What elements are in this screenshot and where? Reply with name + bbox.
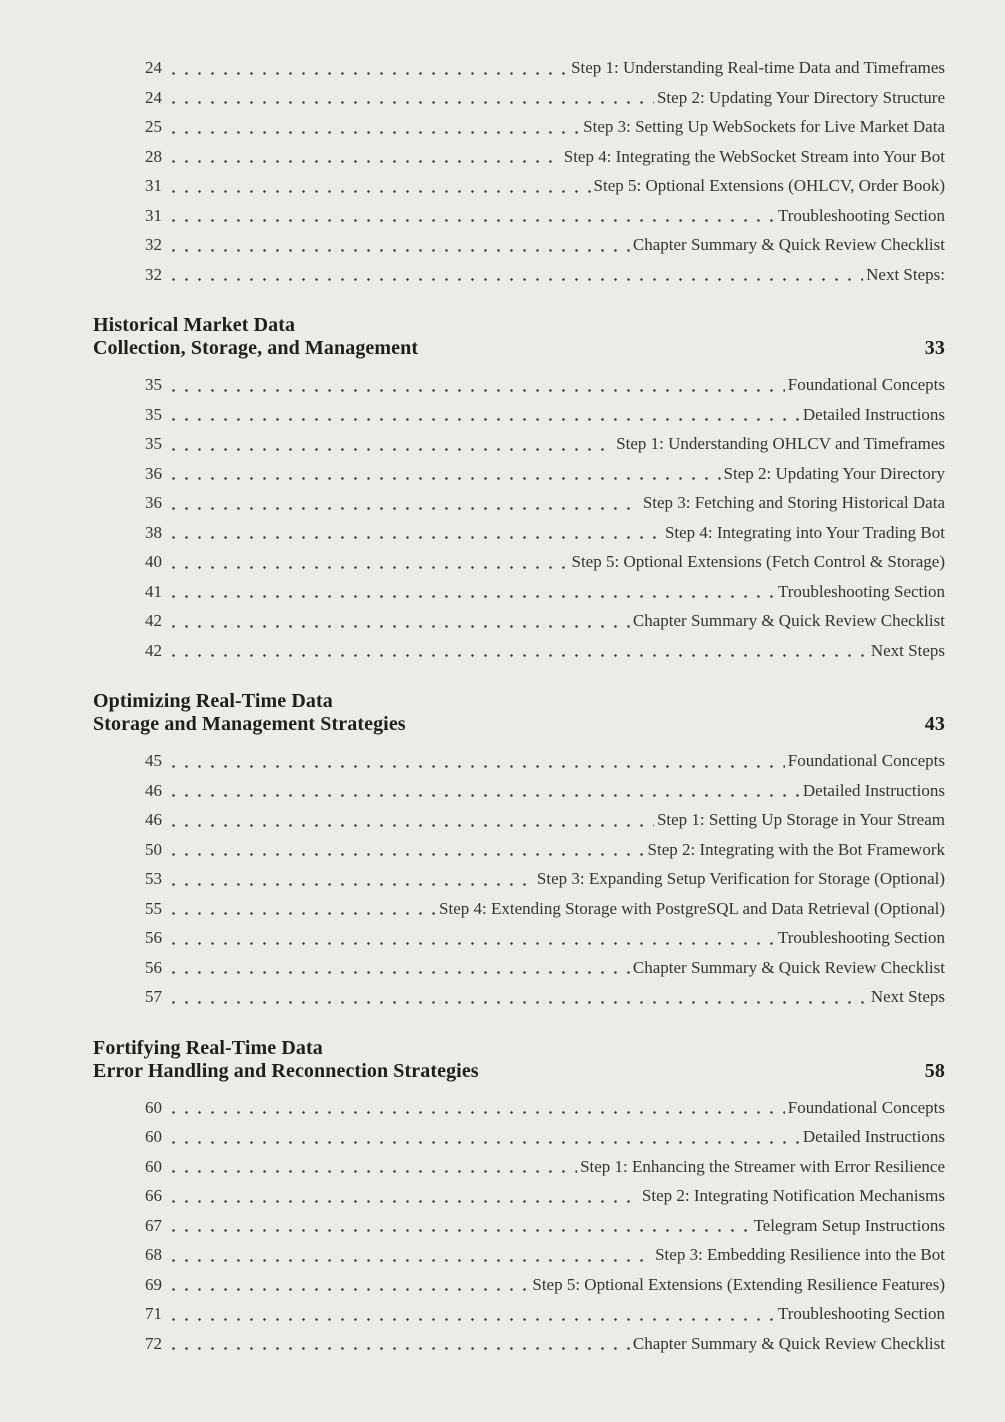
entry-page-number: 69	[145, 1274, 162, 1294]
section-heading-page: 33	[924, 337, 945, 359]
entry-title: Next Steps	[870, 987, 945, 1006]
toc-entry[interactable]	[145, 982, 945, 1012]
toc-entry[interactable]	[145, 370, 945, 400]
entry-page-number: 57	[145, 987, 162, 1006]
entry-title: Step 2: Integrating Notification Mechanisms	[641, 1186, 945, 1205]
dot-leader	[165, 746, 785, 776]
section-heading-title: Storage and Management Strategies	[93, 713, 406, 735]
entry-page-number: 66	[145, 1186, 162, 1205]
entry-title: Chapter Summary & Quick Review Checklist	[632, 957, 945, 977]
entry-page-number: 60	[145, 1127, 162, 1146]
entry-page-number: 25	[145, 117, 162, 136]
toc-entry[interactable]	[145, 429, 945, 459]
toc-entry[interactable]	[145, 953, 945, 983]
entry-page-number: 60	[145, 1097, 162, 1117]
entry-list	[93, 746, 945, 1012]
entry-title: Step 2: Updating Your Directory Structure	[656, 87, 945, 107]
dot-leader	[165, 1122, 800, 1152]
dot-leader	[165, 201, 775, 231]
entry-page-number: 42	[145, 640, 162, 660]
entry-page-number: 36	[145, 463, 162, 483]
dot-leader	[165, 518, 662, 548]
dot-leader	[165, 547, 569, 577]
entry-page-number: 45	[145, 751, 162, 770]
entry-page-number: 53	[145, 869, 162, 888]
toc-section	[93, 314, 945, 665]
toc-entry[interactable]	[145, 1211, 945, 1241]
entry-page-number: 36	[145, 493, 162, 512]
entry-title: Step 5: Optional Extensions (Extending Resilience Features)	[532, 1274, 945, 1294]
entry-title: Step 2: Updating Your Directory	[723, 463, 945, 483]
section-heading-line1: Historical Market Data	[93, 314, 296, 336]
entry-title: Chapter Summary & Quick Review Checklist	[632, 1333, 945, 1353]
dot-leader	[165, 1240, 652, 1270]
entry-title: Next Steps	[870, 640, 945, 660]
toc-entry[interactable]	[145, 171, 945, 201]
dot-leader	[165, 1152, 577, 1182]
entry-page-number: 68	[145, 1245, 162, 1264]
entry-page-number: 56	[145, 928, 162, 947]
toc-entry[interactable]	[145, 260, 945, 290]
entry-title: Step 1: Understanding Real-time Data and Timeframes	[571, 58, 945, 77]
entry-title: Step 3: Fetching and Storing Historical Data	[642, 493, 945, 512]
dot-leader	[165, 459, 721, 489]
toc-entry[interactable]	[145, 459, 945, 489]
entry-page-number: 50	[145, 839, 162, 859]
entry-page-number: 24	[145, 87, 162, 107]
entry-page-number: 60	[145, 1156, 162, 1176]
section-heading-page: 58	[924, 1059, 945, 1082]
entry-title: Foundational Concepts	[787, 375, 945, 394]
entry-page-number: 72	[145, 1333, 162, 1353]
toc-section	[93, 1037, 945, 1359]
dot-leader	[165, 982, 868, 1012]
toc-entry[interactable]	[145, 1122, 945, 1152]
section-heading-line1: Fortifying Real-Time Data	[93, 1036, 323, 1059]
entry-page-number: 31	[145, 205, 162, 225]
entry-list	[93, 370, 945, 665]
entry-page-number: 28	[145, 146, 162, 166]
entry-page-number: 42	[145, 611, 162, 630]
entry-title: Troubleshooting Section	[777, 581, 945, 601]
entry-title: Foundational Concepts	[787, 1097, 945, 1117]
toc-entry[interactable]	[145, 201, 945, 231]
entry-title: Detailed Instructions	[802, 780, 945, 800]
toc-entry[interactable]	[145, 805, 945, 835]
toc-entry[interactable]	[145, 547, 945, 577]
entry-page-number: 35	[145, 404, 162, 424]
entry-page-number: 38	[145, 522, 162, 542]
entry-title: Step 1: Understanding OHLCV and Timeframes	[616, 434, 945, 453]
entry-page-number: 71	[145, 1304, 162, 1323]
entry-list	[93, 53, 945, 289]
entry-title: Next Steps:	[866, 264, 945, 284]
entry-page-number: 56	[145, 957, 162, 977]
toc-section	[93, 690, 945, 1012]
entry-page-number: 46	[145, 780, 162, 800]
entry-page-number: 40	[145, 552, 162, 571]
toc-entry[interactable]	[145, 1152, 945, 1182]
entry-page-number: 41	[145, 581, 162, 601]
entry-page-number: 46	[145, 810, 162, 829]
toc-entry[interactable]	[145, 53, 945, 83]
entry-page-number: 35	[145, 375, 162, 394]
toc-entry[interactable]	[145, 636, 945, 666]
dot-leader	[165, 1211, 751, 1241]
dot-leader	[165, 636, 868, 666]
entry-page-number: 55	[145, 898, 162, 918]
dot-leader	[165, 606, 630, 636]
dot-leader	[165, 400, 800, 430]
dot-leader	[165, 835, 645, 865]
dot-leader	[165, 864, 534, 894]
dot-leader	[165, 805, 654, 835]
entry-title: Detailed Instructions	[802, 404, 945, 424]
dot-leader	[165, 260, 863, 290]
dot-leader	[165, 83, 654, 113]
entry-title: Detailed Instructions	[802, 1127, 945, 1146]
entry-title: Troubleshooting Section	[777, 205, 945, 225]
entry-title: Step 3: Setting Up WebSockets for Live Market Data	[583, 117, 945, 136]
entry-title: Troubleshooting Section	[777, 1304, 945, 1323]
dot-leader	[165, 1181, 639, 1211]
section-heading	[93, 314, 945, 360]
toc-entry[interactable]	[145, 894, 945, 924]
dot-leader	[165, 53, 568, 83]
entry-title: Step 5: Optional Extensions (OHLCV, Order Book)	[593, 176, 945, 195]
entry-title: Step 4: Integrating into Your Trading Bot	[664, 522, 945, 542]
toc-section	[93, 53, 945, 289]
entry-title: Step 3: Expanding Setup Verification for Storage (Optional)	[536, 869, 945, 888]
toc-entry[interactable]	[145, 606, 945, 636]
toc-entry[interactable]	[145, 1093, 945, 1123]
toc-entry[interactable]	[145, 864, 945, 894]
entry-page-number: 67	[145, 1215, 162, 1235]
entry-title: Step 4: Integrating the WebSocket Stream into Your Bot	[563, 146, 945, 166]
entry-title: Chapter Summary & Quick Review Checklist	[632, 235, 945, 254]
dot-leader	[165, 577, 775, 607]
entry-title: Step 1: Enhancing the Streamer with Error Resilience	[580, 1156, 945, 1176]
dot-leader	[165, 142, 561, 172]
entry-list	[93, 1093, 945, 1359]
toc-entry[interactable]	[145, 746, 945, 776]
dot-leader	[165, 923, 775, 953]
dot-leader	[165, 776, 800, 806]
dot-leader	[165, 894, 436, 924]
section-heading-line1: Optimizing Real-Time Data	[93, 690, 333, 712]
dot-leader	[165, 1093, 785, 1123]
entry-title: Step 1: Setting Up Storage in Your Stream	[656, 810, 945, 829]
entry-page-number: 24	[145, 58, 162, 77]
entry-title: Step 3: Embedding Resilience into the Bot	[655, 1245, 945, 1264]
toc-entry[interactable]	[145, 518, 945, 548]
entry-page-number: 32	[145, 264, 162, 284]
toc-entry[interactable]	[145, 230, 945, 260]
section-heading-page: 43	[924, 713, 945, 735]
section-heading-title: Collection, Storage, and Management	[93, 337, 419, 359]
section-heading-title: Error Handling and Reconnection Strategies	[93, 1059, 479, 1082]
toc-sections	[93, 53, 945, 1358]
toc-entry[interactable]	[145, 835, 945, 865]
entry-title: Troubleshooting Section	[777, 928, 945, 947]
entry-page-number: 31	[145, 176, 162, 195]
toc-entry[interactable]	[145, 923, 945, 953]
toc-entry[interactable]	[145, 577, 945, 607]
section-heading	[93, 690, 945, 736]
entry-title: Step 2: Integrating with the Bot Framework	[647, 839, 945, 859]
dot-leader	[165, 1329, 630, 1359]
entry-title: Foundational Concepts	[787, 751, 945, 770]
entry-page-number: 35	[145, 434, 162, 453]
entry-title: Chapter Summary & Quick Review Checklist	[632, 611, 945, 630]
dot-leader	[165, 1299, 775, 1329]
toc-entry[interactable]	[145, 112, 945, 142]
entry-title: Step 4: Extending Storage with PostgreSQL and Data Retrieval (Optional)	[439, 898, 945, 918]
dot-leader	[165, 953, 630, 983]
dot-leader	[165, 370, 785, 400]
dot-leader	[165, 171, 591, 201]
toc-entry[interactable]	[145, 488, 945, 518]
dot-leader	[165, 112, 580, 142]
toc-entry[interactable]	[145, 400, 945, 430]
toc-entry[interactable]	[145, 142, 945, 172]
entry-title: Step 5: Optional Extensions (Fetch Control & Storage)	[571, 552, 945, 571]
entry-title: Telegram Setup Instructions	[753, 1215, 945, 1235]
toc-entry[interactable]	[145, 1181, 945, 1211]
toc-entry[interactable]	[145, 776, 945, 806]
entry-page-number: 32	[145, 235, 162, 254]
dot-leader	[165, 488, 640, 518]
toc-entry[interactable]	[145, 1329, 945, 1359]
toc-entry[interactable]	[145, 1299, 945, 1329]
toc-entry[interactable]	[145, 1240, 945, 1270]
dot-leader	[165, 230, 630, 260]
section-heading	[93, 1037, 945, 1083]
dot-leader	[165, 429, 613, 459]
dot-leader	[165, 1270, 529, 1300]
toc-entry[interactable]	[145, 1270, 945, 1300]
toc-entry[interactable]	[145, 83, 945, 113]
